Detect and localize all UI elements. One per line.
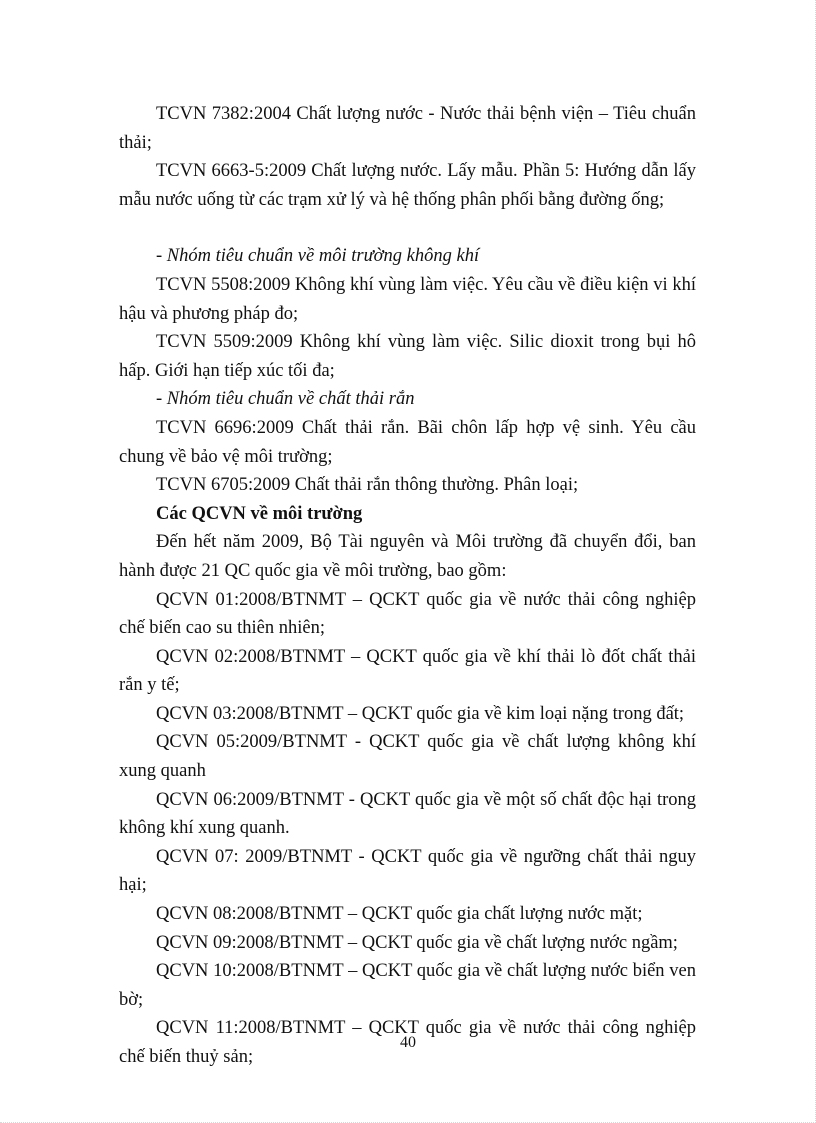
group-heading-solid-waste: - Nhóm tiêu chuẩn về chất thải rắn — [156, 389, 415, 410]
paragraph-tcvn-5509: TCVN 5509:2009 Không khí vùng làm việc. Silic dioxit trong bụi hô hấp. Giới hạn tiếp xúc tối đa; — [119, 332, 696, 381]
paragraph-tcvn-6705: TCVN 6705:2009 Chất thải rắn thông thường. Phân loại; — [156, 475, 579, 496]
paragraph-qcvn-08: QCVN 08:2008/BTNMT – QCKT quốc gia chất lượng nước mặt; — [156, 904, 643, 925]
section-heading-qcvn: Các QCVN về môi trường — [156, 503, 363, 524]
paragraph-qcvn-01: QCVN 01:2008/BTNMT – QCKT quốc gia về nước thải công nghiệp chế biến cao su thiên nhiên; — [119, 589, 696, 639]
paragraph-qcvn-09: QCVN 09:2008/BTNMT – QCKT quốc gia về chất lượng nước ngầm; — [156, 932, 678, 953]
paragraph-qcvn-03: QCVN 03:2008/BTNMT – QCKT quốc gia về kim loại nặng trong đất; — [156, 703, 685, 724]
paragraph-qcvn-02: QCVN 02:2008/BTNMT – QCKT quốc gia về khí thải lò đốt chất thải rắn y tế; — [119, 646, 696, 696]
page-body — [119, 100, 696, 1072]
paragraph-qcvn-06: QCVN 06:2009/BTNMT - QCKT quốc gia về một số chất độc hại trong không khí xung quanh. — [119, 789, 696, 839]
paragraph-qcvn-10: QCVN 10:2008/BTNMT – QCKT quốc gia về chất lượng nước biển ven bờ; — [119, 961, 696, 1010]
paragraph-qcvn-11: QCVN 11:2008/BTNMT – QCKT quốc gia về nước thải công nghiệp chế biến thuỷ sản; — [119, 1018, 696, 1067]
group-heading-air: - Nhóm tiêu chuẩn về môi trường không khí — [156, 246, 480, 267]
paragraph-tcvn-7382: TCVN 7382:2004 Chất lượng nước - Nước thải bệnh viện – Tiêu chuẩn thải; — [119, 104, 696, 153]
paragraph-tcvn-5508: TCVN 5508:2009 Không khí vùng làm việc. Yêu cầu về điều kiện vi khí hậu và phương pháp đo; — [119, 274, 696, 324]
paragraph-qcvn-07: QCVN 07: 2009/BTNMT - QCKT quốc gia về ngưỡng chất thải nguy hại; — [119, 846, 696, 896]
paragraph-tcvn-6696: TCVN 6696:2009 Chất thải rắn. Bãi chôn lấp hợp vệ sinh. Yêu cầu chung về bảo vệ môi trường; — [119, 417, 696, 467]
paragraph-intro-qcvn: Đến hết năm 2009, Bộ Tài nguyên và Môi trường đã chuyển đổi, ban hành được 21 QC quốc gia về môi trường, bao gồm: — [119, 532, 696, 581]
paragraph-qcvn-05: QCVN 05:2009/BTNMT - QCKT quốc gia về chất lượng không khí xung quanh — [119, 732, 696, 782]
paragraph-tcvn-6663: TCVN 6663-5:2009 Chất lượng nước. Lấy mẫu. Phần 5: Hướng dẫn lấy mẫu nước uống từ các trạm xử lý và hệ thống phân phối bằng đường ống; — [119, 161, 696, 210]
page-number: 40 — [400, 1034, 416, 1051]
